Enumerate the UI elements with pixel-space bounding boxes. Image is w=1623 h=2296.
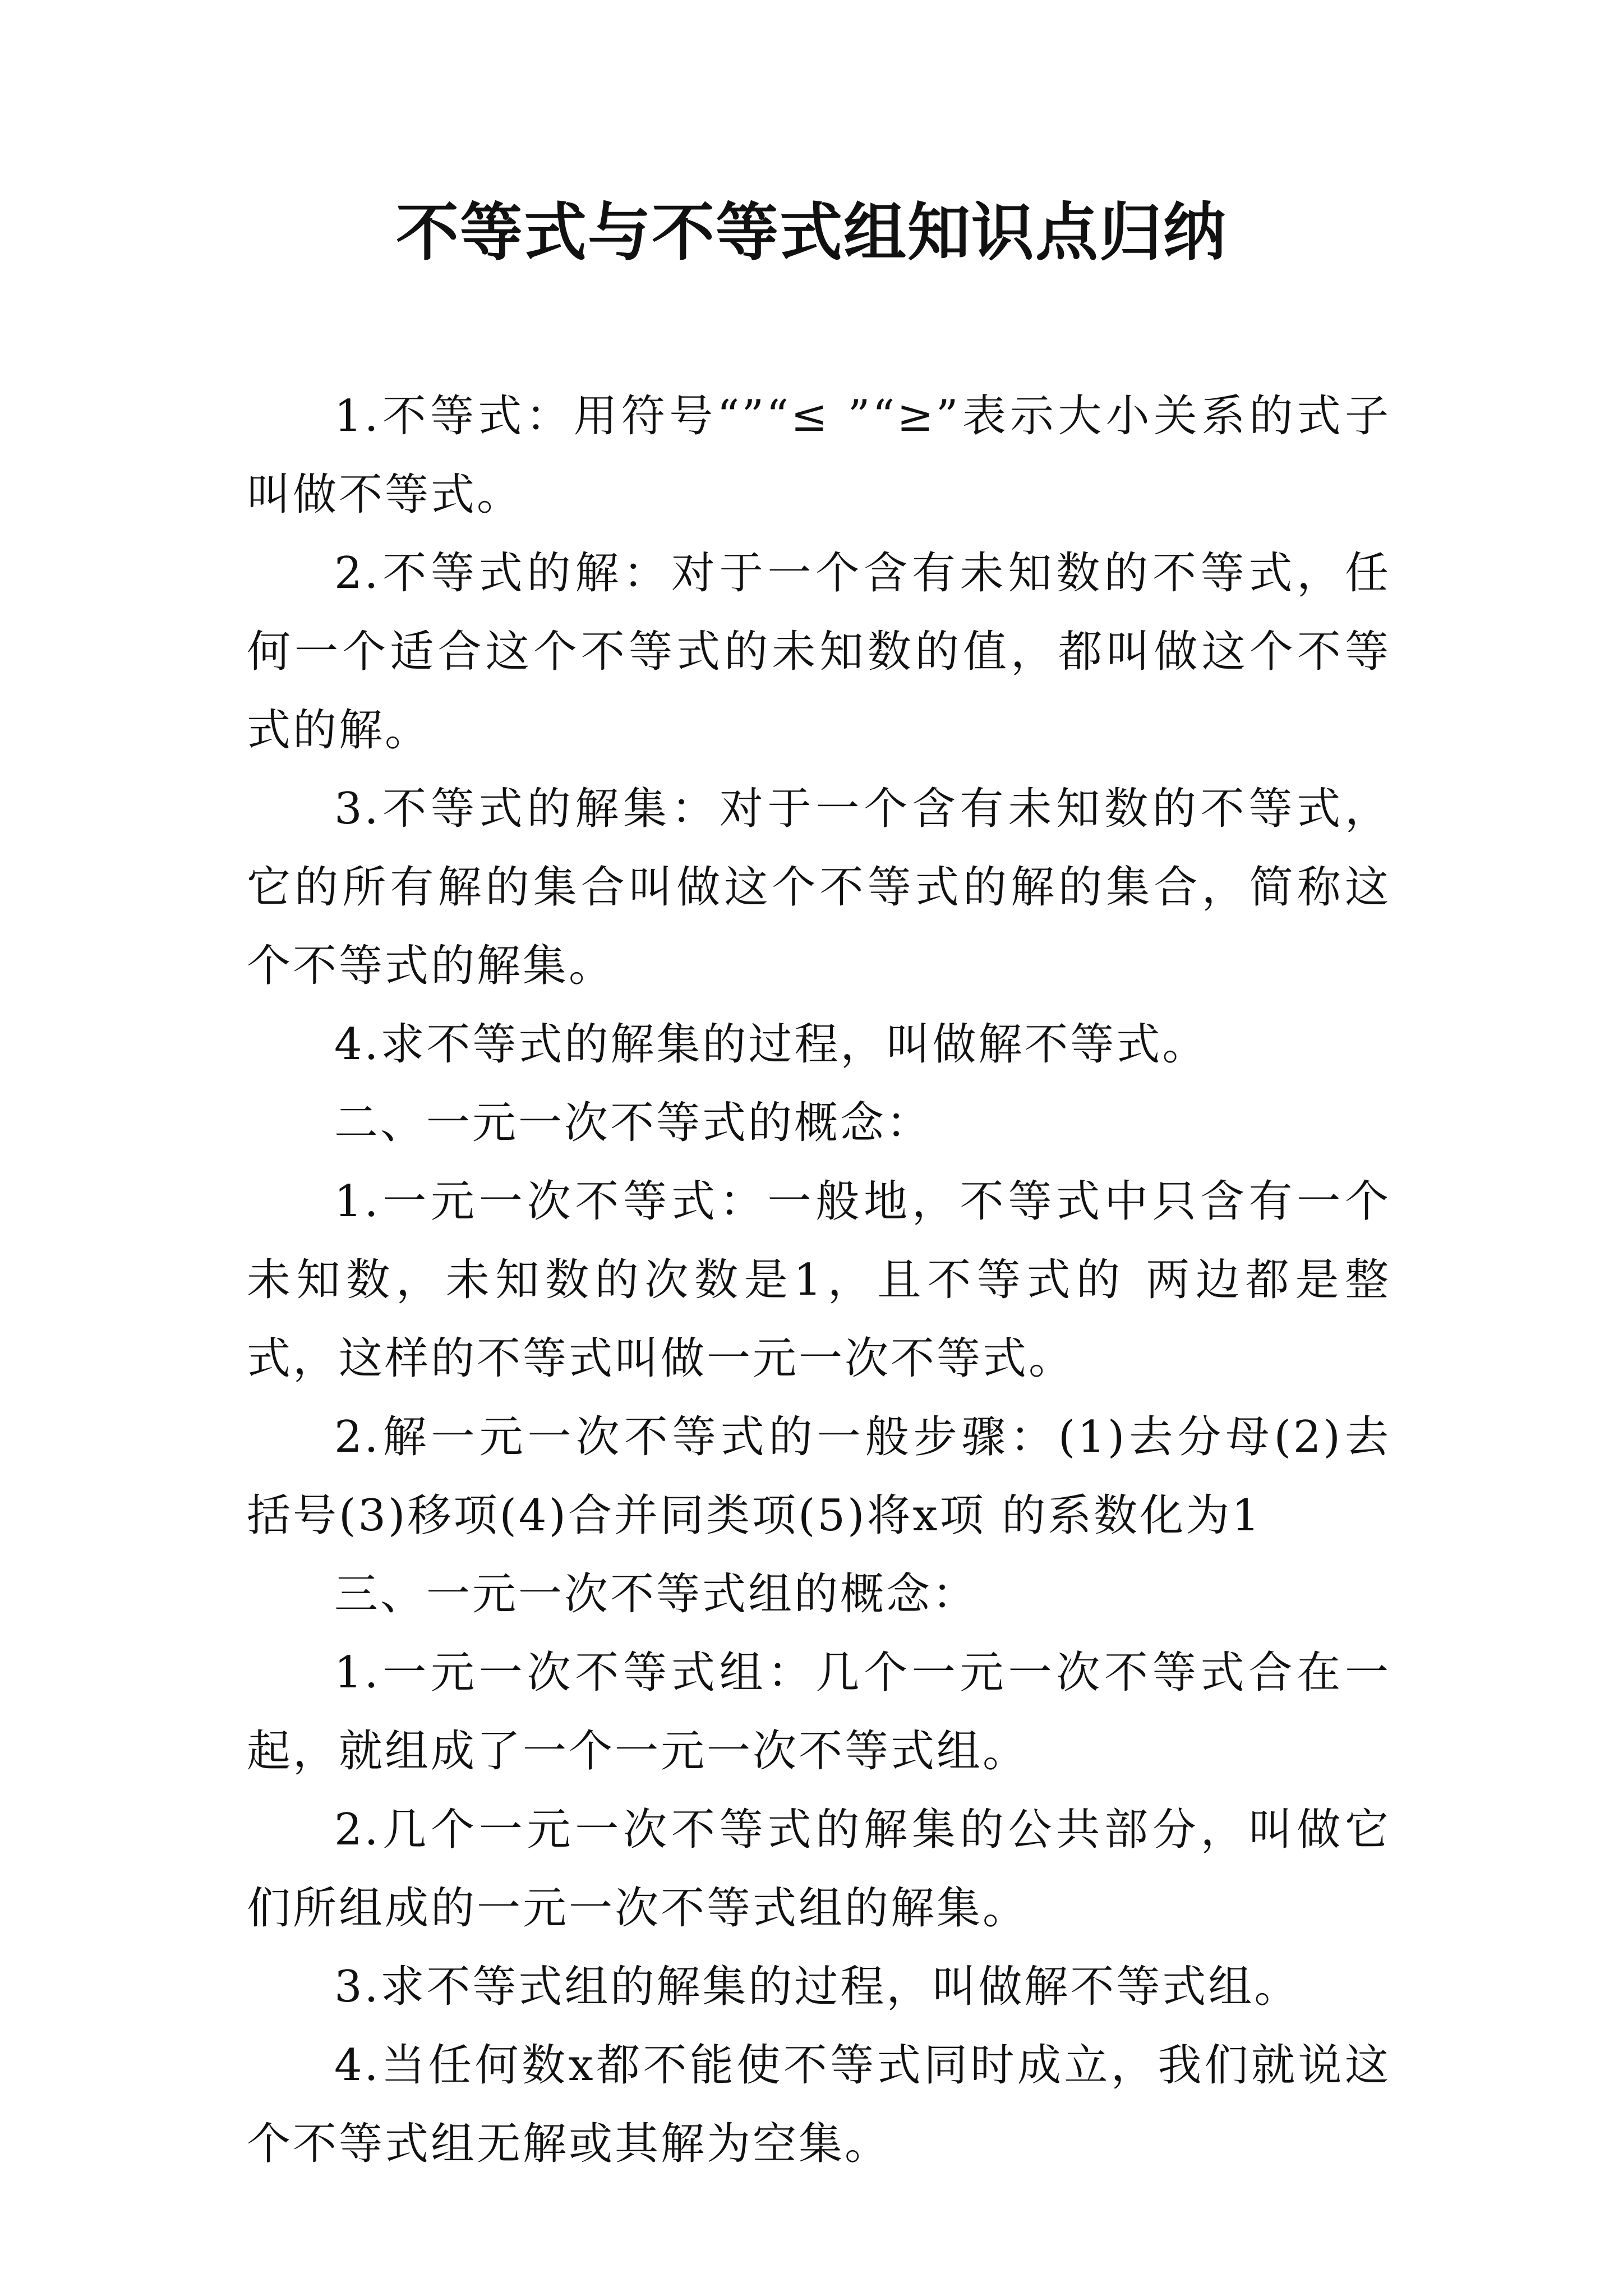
document-body: [247, 377, 1391, 2183]
paragraph-solving-system: 3.求不等式组的解集的过程，叫做解不等式组。: [334, 1962, 1301, 2012]
paragraph-inequality-definition: 1.不等式：用符号“”“≤ ”“≥”表示大小关系的式子叫做不等式。: [247, 391, 1391, 520]
section-heading-linear-inequality: 二、一元一次不等式的概念：: [334, 1098, 933, 1148]
paragraph-solution-set: 3.不等式的解集：对于一个含有未知数的不等式，它的所有解的集合叫做这个不等式的解的集合，简称这个不等式的解集。: [247, 784, 1391, 991]
paragraph-inequality-system-definition: 1.一元一次不等式组：几个一元一次不等式合在一起，就组成了一个一元一次不等式组。: [247, 1648, 1391, 1777]
paragraph-solving-inequality: 4.求不等式的解集的过程，叫做解不等式。: [334, 1019, 1209, 1070]
section-heading-inequality-system: 三、一元一次不等式组的概念：: [334, 1569, 979, 1619]
paragraph-system-solution-set: 2.几个一元一次不等式的解集的公共部分，叫做它们所组成的一元一次不等式组的解集。: [247, 1805, 1391, 1934]
paragraph-solving-steps: 2.解一元一次不等式的一般步骤：(1)去分母(2)去括号(3)移项(4)合并同类项(5)将x项 的系数化为1: [247, 1412, 1391, 1541]
paragraph-linear-inequality-definition: 1.一元一次不等式：一般地，不等式中只含有一个未知数，未知数的次数是1，且不等式的 两边都是整式，这样的不等式叫做一元一次不等式。: [247, 1176, 1391, 1384]
paragraph-inequality-solution: 2.不等式的解：对于一个含有未知数的不等式，任何一个适合这个不等式的未知数的值，都叫做这个不等式的解。: [247, 548, 1391, 756]
document-title: 不等式与不等式组知识点归纳: [396, 196, 1227, 269]
paragraph-empty-solution: 4.当任何数x都不能使不等式同时成立，我们就说这个不等式组无解或其解为空集。: [247, 2040, 1391, 2169]
